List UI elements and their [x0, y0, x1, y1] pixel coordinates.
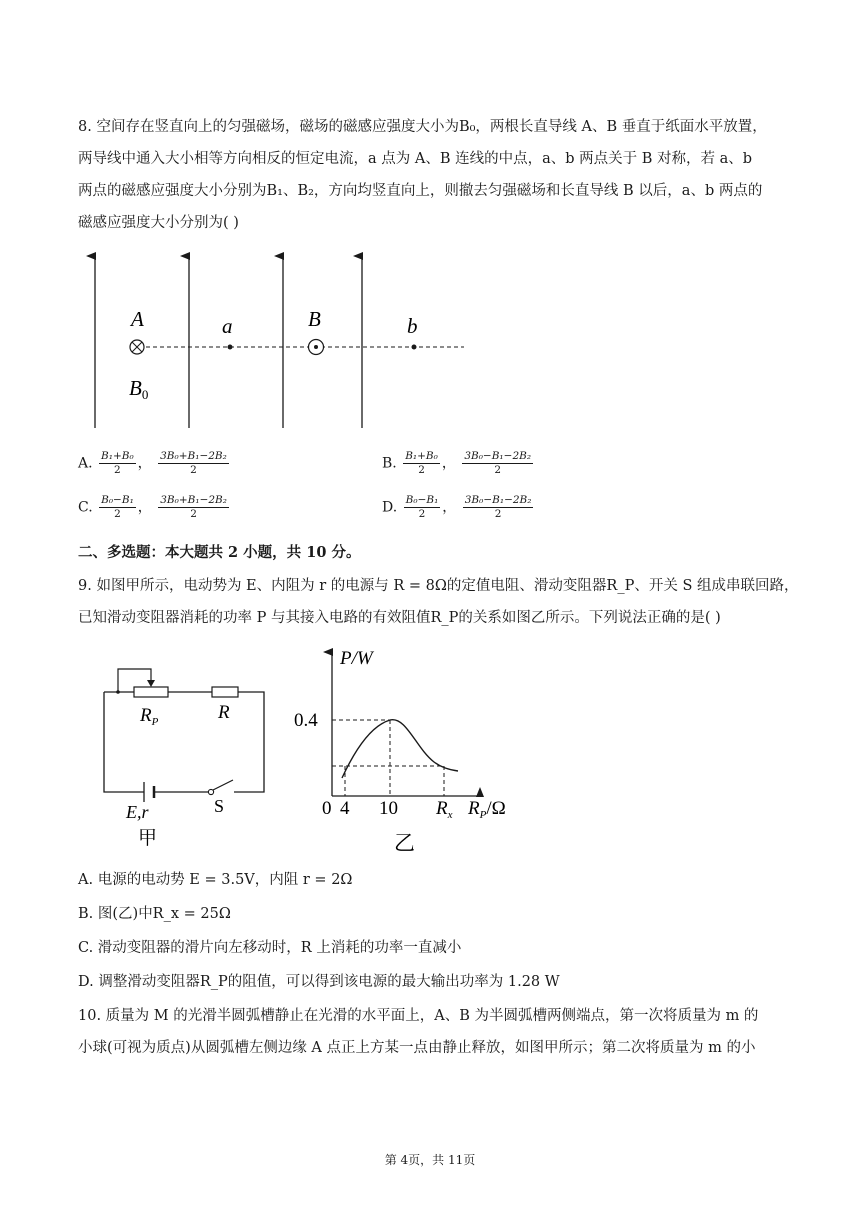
q9-line-2: 已知滑动变阻器消耗的功率 P 与其接入电路的有效阻值R_P的关系如图乙所示。下列说法正确的是( ): [78, 610, 721, 626]
label-B: B: [308, 307, 321, 331]
y-tick-label: 0.4: [294, 710, 318, 731]
x-axis-label: $R_P/\Omega$: [468, 798, 506, 821]
q9-option-b[interactable]: B. 图(乙)中R_x = 25Ω: [78, 906, 231, 922]
q9-power-graph: [290, 644, 530, 860]
y-axis-label: P/W: [340, 648, 373, 669]
x-tick-10: 10: [379, 798, 398, 819]
q8-figure: [80, 248, 480, 438]
q8-line-2: 两导线中通入大小相等方向相反的恒定电流，a 点为 A、B 连线的中点，a、b 两点关于 B 对称，若 a、b: [78, 151, 753, 167]
q10-line-1: 10. 质量为 M 的光滑半圆弧槽静止在光滑的水平面上，A、B 为半圆弧槽两侧端点，第一次将质量为 m 的: [78, 1008, 759, 1024]
label-er: E,r: [126, 802, 149, 822]
point-a-dot: [228, 345, 233, 350]
q9-option-d[interactable]: D. 调整滑动变阻器R_P的阻值，可以得到该电源的最大输出功率为 1.28 W: [78, 974, 560, 990]
q10-line-2: 小球(可视为质点)从圆弧槽左侧边缘 A 点正上方某一点由静止释放，如图甲所示；第二次将质量为 m 的小: [78, 1040, 756, 1056]
power-curve: [342, 720, 458, 778]
label-A: A: [131, 307, 144, 331]
label-r: R: [218, 702, 230, 723]
label-s: S: [214, 796, 225, 816]
q8-option-a[interactable]: A. $\frac{\text{B₁+B₀}}{2}$ ， $\frac{\text{3B₀+B₁−2B₂}}{2}$: [78, 450, 227, 476]
q8-option-b[interactable]: B. $\frac{\text{B₁+B₀}}{2}$ ， $\frac{\text{3B₀−B₁−2B₂}}{2}$: [382, 450, 532, 476]
wire-a-into-page-icon: [130, 340, 144, 354]
label-b: b: [407, 314, 418, 338]
q8-line-4: 磁感应强度大小分别为( ): [78, 215, 239, 231]
q9-option-c[interactable]: C. 滑动变阻器的滑片向左移动时，R 上消耗的功率一直减小: [78, 940, 462, 956]
rheostat-icon: [134, 687, 168, 697]
resistor-icon: [212, 687, 238, 697]
label-B0: B0: [129, 376, 149, 402]
label-jia: 甲: [138, 828, 158, 849]
switch-icon: [208, 789, 213, 794]
label-a: a: [222, 314, 233, 338]
q8-option-c[interactable]: C. $\frac{\text{B₀−B₁}}{2}$ ， $\frac{\text{3B₀+B₁−2B₂}}{2}$: [78, 494, 227, 520]
x-tick-4: 4: [340, 798, 350, 819]
page-footer: 第 4页，共 11页: [384, 1153, 476, 1167]
q9-line-1: 9. 如图甲所示，电动势为 E、内阻为 r 的电源与 R = 8Ω的定值电阻、滑动变阻器R_P、开关 S 组成串联回路，: [78, 578, 799, 594]
x-tick-rx: $R_x$: [436, 798, 453, 821]
label-yi: 乙: [394, 831, 415, 855]
q8-line-1: 8. 空间存在竖直向上的匀强磁场，磁场的磁感应强度大小为B₀，两根长直导线 A、B 垂直于纸面水平放置，: [78, 119, 767, 135]
point-b-dot: [412, 345, 417, 350]
q9-circuit-figure: [96, 660, 276, 850]
origin-label: 0: [322, 798, 332, 819]
label-rp: $R_P$: [140, 705, 159, 728]
q8-option-d[interactable]: D. $\frac{\text{B₀−B₁}}{2}$ ， $\frac{\text{3B₀−B₁−2B₂}}{2}$: [382, 494, 532, 520]
wire-b-out-of-page-icon: [309, 340, 324, 355]
section-2-title: 二、多选题：本大题共 2 小题，共 10 分。: [78, 544, 361, 561]
q9-option-a[interactable]: A. 电源的电动势 E = 3.5V，内阻 r = 2Ω: [78, 872, 353, 888]
q8-line-3: 两点的磁感应强度大小分别为B₁、B₂，方向均竖直向上，则撤去匀强磁场和长直导线 B 以后，a、b 两点的: [78, 183, 763, 199]
